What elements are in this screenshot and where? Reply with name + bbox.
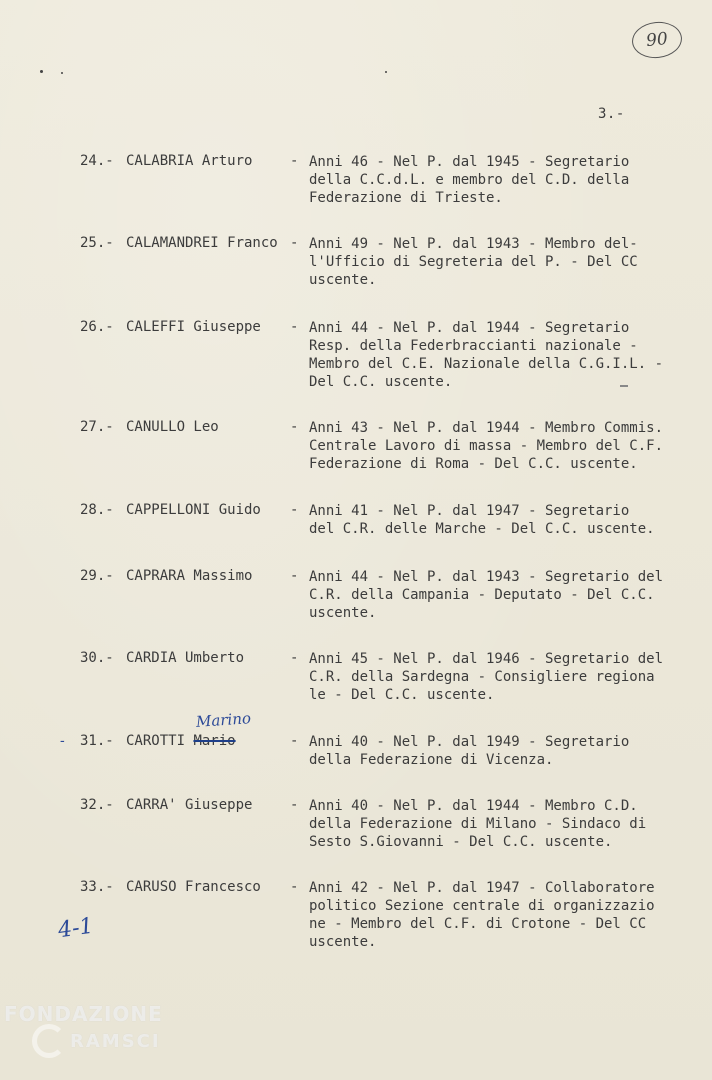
entry-name: CARRA' Giuseppe (126, 797, 253, 813)
entry-number: 30.- (80, 650, 114, 666)
description-line: uscente. (309, 934, 377, 950)
watermark-logo (4, 1002, 163, 1058)
entry-name (126, 733, 236, 749)
entry-description (309, 235, 669, 289)
folio-circle (630, 19, 683, 60)
entry-dash: - (290, 797, 299, 813)
entry-number: 26.- (80, 319, 114, 335)
entry-name: CARDIA Umberto (126, 650, 245, 666)
description-line: Centrale Lavoro di massa - Membro del C.F. (309, 438, 664, 454)
entry-name: CAPRARA Massimo (126, 568, 253, 584)
entry-number: 28.- (80, 502, 114, 518)
description-line: uscente. (309, 272, 377, 288)
entry-dash: - (290, 319, 299, 335)
handwritten-page-mark: 4-1 (56, 913, 96, 944)
entry-name: CALABRIA Arturo (126, 153, 253, 169)
description-line: C.R. della Campania - Deputato - Del C.C. (309, 587, 655, 603)
entry-number: 24.- (80, 153, 114, 169)
entry-description (309, 319, 669, 391)
description-line: Federazione di Trieste. (309, 190, 503, 206)
watermark-g-icon (32, 1024, 66, 1058)
description-line: Anni 49 - Nel P. dal 1943 - Membro del- (309, 236, 638, 252)
description-line: le - Del C.C. uscente. (309, 687, 495, 703)
description-line: Anni 43 - Nel P. dal 1944 - Membro Commis. (309, 420, 664, 436)
entry-name: CARUSO Francesco (126, 879, 261, 895)
description-line: Membro del C.E. Nazionale della C.G.I.L. - (309, 356, 664, 372)
entry-name: CALAMANDREI Franco (126, 235, 278, 251)
entry-dash: - (290, 568, 299, 584)
entry-number: 27.- (80, 419, 114, 435)
description-line: Anni 45 - Nel P. dal 1946 - Segretario del (309, 651, 664, 667)
entry-description (309, 502, 669, 538)
entry-description (309, 153, 669, 207)
entry-number: 33.- (80, 879, 114, 895)
description-line: C.R. della Sardegna - Consigliere regiona (309, 669, 655, 685)
description-line: Anni 40 - Nel P. dal 1949 - Segretario (309, 734, 630, 750)
description-line: Del C.C. uscente. (309, 374, 453, 390)
ink-speck (385, 71, 387, 73)
entry-surname: CAROTTI (126, 733, 186, 749)
ink-speck (40, 70, 43, 73)
description-line: Anni 41 - Nel P. dal 1947 - Segretario (309, 503, 630, 519)
description-line: Resp. della Federbraccianti nazionale - (309, 338, 638, 354)
margin-tick: - (60, 733, 65, 749)
description-line: Anni 44 - Nel P. dal 1943 - Segretario del (309, 569, 664, 585)
description-line: Anni 44 - Nel P. dal 1944 - Segretario (309, 320, 630, 336)
description-line: l'Ufficio di Segreteria del P. - Del CC (309, 254, 638, 270)
entry-name: CALEFFI Giuseppe (126, 319, 261, 335)
struck-first-name: Mario (193, 733, 236, 749)
entry-dash: - (290, 733, 299, 749)
description-line: Anni 42 - Nel P. dal 1947 - Collaboratore (309, 880, 655, 896)
entry-description (309, 733, 669, 769)
description-line: del C.R. delle Marche - Del C.C. uscente. (309, 521, 655, 537)
entry-dash: - (290, 419, 299, 435)
entry-dash: - (290, 153, 299, 169)
ink-speck (61, 72, 63, 74)
description-line: uscente. (309, 605, 377, 621)
entry-description (309, 797, 669, 851)
entry-dash: - (290, 502, 299, 518)
entry-description (309, 879, 669, 951)
folio-number: 90 (645, 28, 669, 52)
description-line: Anni 40 - Nel P. dal 1944 - Membro C.D. (309, 798, 638, 814)
watermark-line2: RAMSCI (70, 1030, 161, 1052)
entry-description (309, 419, 669, 473)
entry-dash: - (290, 650, 299, 666)
entry-dash: - (290, 879, 299, 895)
description-line: della Federazione di Milano - Sindaco di (309, 816, 647, 832)
entry-description (309, 650, 669, 704)
description-line: Sesto S.Giovanni - Del C.C. uscente. (309, 834, 613, 850)
entry-name: CANULLO Leo (126, 419, 219, 435)
entry-number: 32.- (80, 797, 114, 813)
description-line: Federazione di Roma - Del C.C. uscente. (309, 456, 638, 472)
page-number: 3.- (598, 106, 625, 122)
entry-number: 31.- (80, 733, 114, 749)
entry-description (309, 568, 669, 622)
handwritten-correction: Marino (195, 709, 252, 731)
description-line: Anni 46 - Nel P. dal 1945 - Segretario (309, 154, 630, 170)
description-line: della Federazione di Vicenza. (309, 752, 554, 768)
entry-name: CAPPELLONI Guido (126, 502, 261, 518)
entry-dash: - (290, 235, 299, 251)
watermark-line1: FONDAZIONE (4, 1002, 163, 1026)
entry-number: 25.- (80, 235, 114, 251)
description-line: ne - Membro del C.F. di Crotone - Del CC (309, 916, 647, 932)
description-line: della C.C.d.L. e membro del C.D. della (309, 172, 630, 188)
description-line: politico Sezione centrale di organizzazio (309, 898, 655, 914)
entry-number: 29.- (80, 568, 114, 584)
